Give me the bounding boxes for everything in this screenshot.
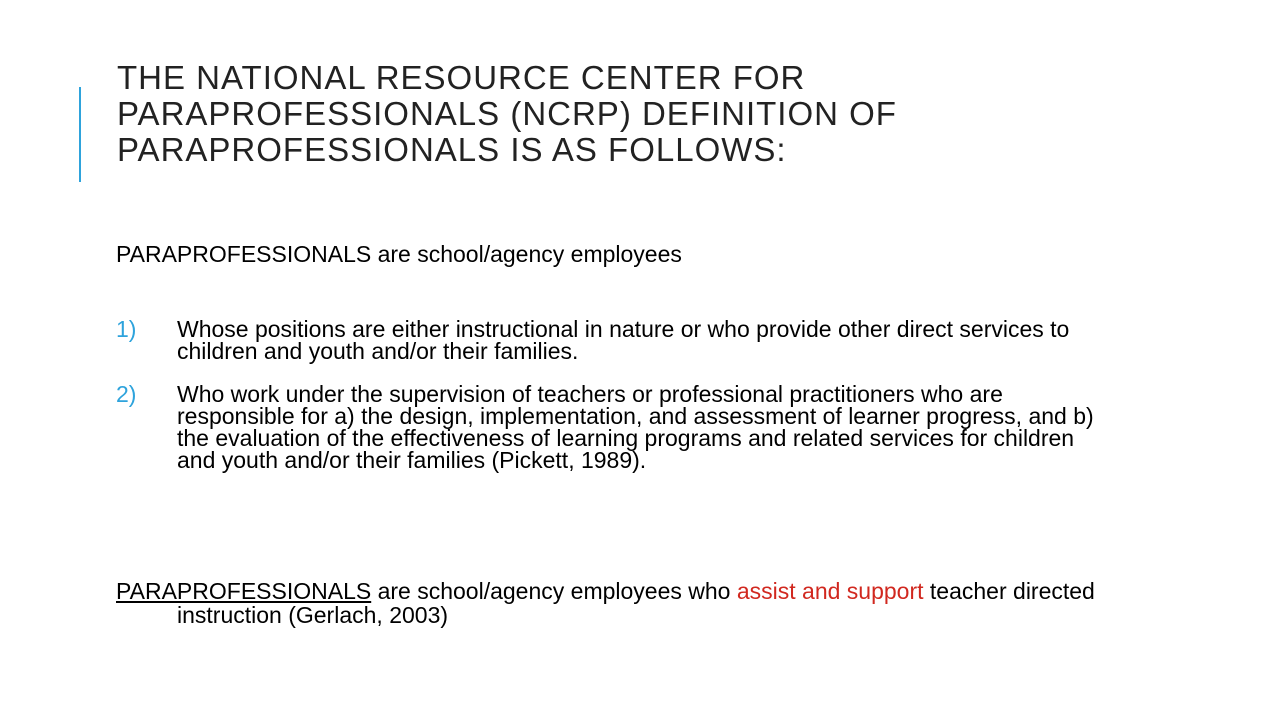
second-definition	[116, 579, 1157, 627]
definition-list	[116, 318, 1096, 492]
definition-term: PARAPROFESSIONALS	[116, 578, 372, 604]
list-item-text: Whose positions are either instructional in nature or who provide other direct services to children and youth and/or their families.	[177, 316, 1070, 364]
definition-text-after: teacher directed instruction (Gerlach, 2003)	[177, 578, 1095, 628]
intro-text: PARAPROFESSIONALS are school/agency employees	[116, 241, 682, 267]
definition-highlight: assist and support	[736, 578, 924, 604]
list-item-text: Who work under the supervision of teachers or professional practitioners who are responsible for a) the design, implementation, and assessment of learner progress, and b) the evaluation of the effectiveness of learning programs and related services for children and youth and/or their families (Pickett, 1989).	[177, 381, 1094, 473]
list-item-number: 2)	[116, 381, 137, 407]
list-item-number: 1)	[116, 316, 137, 342]
definition-text-before: are school/agency employees who	[371, 578, 737, 604]
title-accent-bar	[79, 87, 81, 182]
slide-title: THE NATIONAL RESOURCE CENTER FOR PARAPROFESSIONALS (NCRP) DEFINITION OF PARAPROFESSIONALS IS AS FOLLOWS:	[117, 59, 897, 168]
list-item	[116, 318, 1096, 362]
list-item	[116, 383, 1096, 471]
